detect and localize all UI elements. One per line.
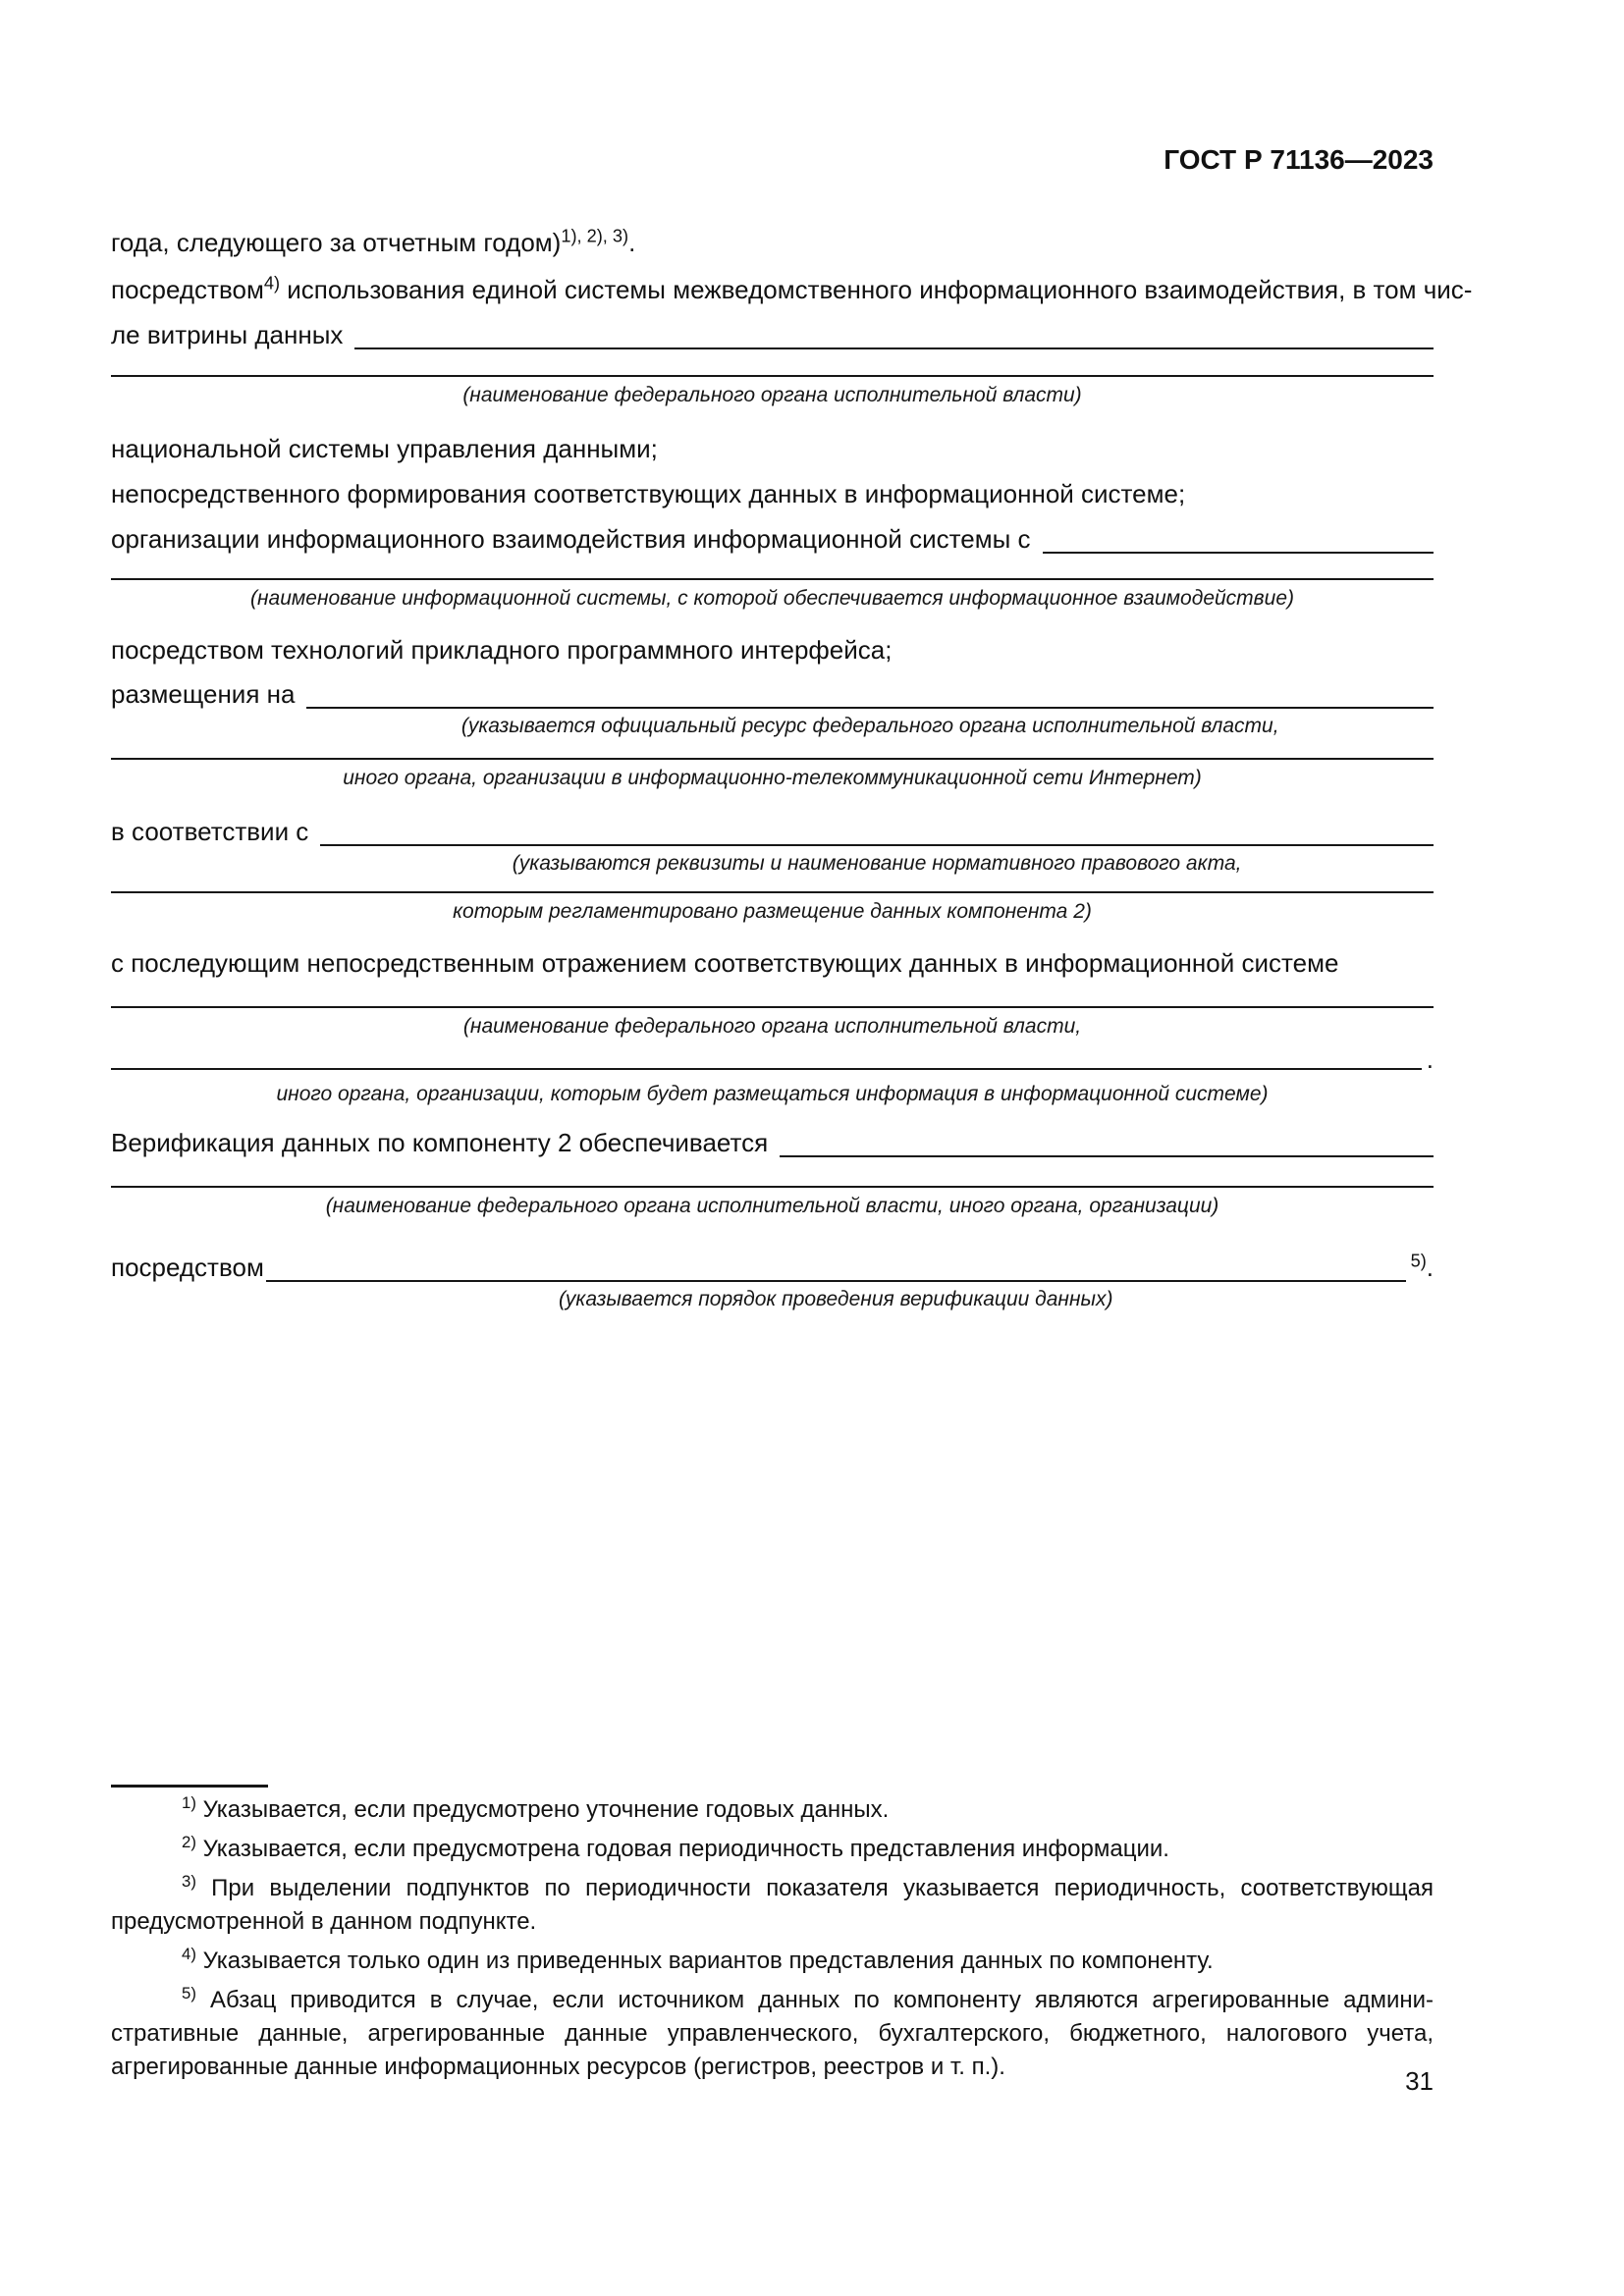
footnote-text: Указывается только один из приведенных вариантов представления данных по компоненту. <box>202 1948 1214 1974</box>
footnote-ref-4: 4) <box>263 273 280 294</box>
footnote-line <box>111 1984 1434 2017</box>
paragraph-placement-on <box>111 671 1434 739</box>
paragraph-text: использования единой системы межведомственного информационного взаимодействия, в том чис- <box>280 275 1473 304</box>
footnote-text: Указывается, если предусмотрено уточнение годовых данных. <box>202 1796 890 1823</box>
paragraph-in-accordance <box>111 809 1434 877</box>
paragraph-by-means-of <box>111 1245 1434 1312</box>
footnote-text: Абзац приводится в случае, если источником данных по компоненту являются агрегированные админи- <box>210 1987 1435 2013</box>
sentence-period: . <box>628 228 636 257</box>
form-underline-system-name <box>1043 516 1435 554</box>
sentence-period: . <box>1426 1253 1434 1282</box>
paragraph-line-1 <box>111 267 1473 312</box>
form-field-verification-body <box>111 1186 1434 1219</box>
form-underline <box>111 1006 1434 1008</box>
form-caption: (указывается порядок проведения верификации данных) <box>558 1288 1113 1310</box>
footnote-ref-5: 5) <box>1410 1251 1427 1271</box>
form-caption: (наименование федерального органа исполнительной власти, иного органа, организации) <box>325 1195 1219 1217</box>
paragraph-text: организации информационного взаимодействия информационной системы с <box>111 524 1031 554</box>
paragraph-text: года, следующего за отчетным годом) <box>111 228 562 257</box>
footnote-text: Указывается, если предусмотрена годовая периодичность представления информации. <box>202 1836 1169 1862</box>
form-field-federal-body <box>111 375 1434 408</box>
form-caption: иного органа, организации в информационно-телекоммуникационной сети Интернет) <box>343 767 1202 789</box>
paragraph-verification <box>111 1120 1434 1165</box>
form-underline <box>111 375 1434 377</box>
paragraph-text: ле витрины данных <box>111 320 344 349</box>
sentence-period: . <box>1426 1044 1434 1074</box>
form-field-legal-act-2 <box>111 891 1434 925</box>
form-caption: которым регламентировано размещение данных компонента 2) <box>453 900 1092 923</box>
form-field-verification-order <box>266 1245 1406 1312</box>
footnote-number: 1) <box>182 1793 196 1812</box>
paragraph-text: посредством <box>111 1253 264 1282</box>
footnote-3 <box>111 1872 1434 1939</box>
footnote-line: агрегированные данные информационных ресурсов (регистров, реестров и т. п.). <box>111 2054 1005 2080</box>
paragraph-text: размещения на <box>111 679 296 709</box>
form-caption: (наименование информационной системы, с которой обеспечивается информационное взаимодействие) <box>250 587 1294 610</box>
form-caption: (указывается официальный ресурс федерального органа исполнительной власти, <box>460 715 1279 737</box>
paragraph-text: Верификация данных по компоненту 2 обеспечивается <box>111 1128 769 1157</box>
footnotes-section <box>111 1785 1434 2084</box>
paragraph-via-smev <box>111 267 1473 357</box>
footnote-line: стративные данные, агрегированные данные управленческого, бухгалтерского, бюджетного, налогового учета, <box>111 2020 1434 2047</box>
footnote-number: 5) <box>182 1984 196 2002</box>
footnote-text: При выделении подпунктов по периодичности показателя указывается периодичность, соответствующая <box>211 1875 1435 1901</box>
footnote-ref-123: 1), 2), 3) <box>561 226 629 246</box>
paragraph-subsequent-reflection: с последующим непосредственным отражением соответствующих данных в информационной системе <box>111 948 1339 978</box>
form-underline <box>111 891 1434 893</box>
form-field-placing-body-1 <box>111 1006 1434 1040</box>
footnote-1 <box>111 1793 1434 1827</box>
form-underline <box>111 758 1434 760</box>
footnote-number: 2) <box>182 1833 196 1851</box>
form-caption: (указываются реквизиты и наименование нормативного правового акта, <box>512 852 1242 875</box>
footnote-ref-5-wrap <box>1406 1245 1434 1290</box>
paragraph-text: в соответствии с <box>111 817 309 846</box>
paragraph-direct-formation: непосредственного формирования соответствующих данных в информационной системе; <box>111 479 1186 508</box>
form-underline-data-mart <box>354 312 1434 349</box>
form-underline <box>111 1042 1422 1070</box>
form-underline-verification-body <box>780 1120 1434 1157</box>
footnote-number: 4) <box>182 1945 196 1963</box>
form-field-official-resource <box>306 671 1434 739</box>
footnote-2 <box>111 1833 1434 1866</box>
form-caption: (наименование федерального органа исполнительной власти) <box>462 384 1082 406</box>
form-field-placing-body-2 <box>111 1042 1434 1107</box>
form-caption: иного органа, организации, которым будет размещаться информация в информационной системе) <box>276 1083 1269 1105</box>
paragraph-line-2 <box>111 312 1434 357</box>
doc-number: ГОСТ Р 71136—2023 <box>1164 144 1434 175</box>
footnote-line <box>111 1872 1434 1905</box>
footnote-4 <box>111 1945 1434 1978</box>
footnote-number: 3) <box>182 1872 196 1891</box>
form-underline <box>111 578 1434 580</box>
form-field-official-resource-2 <box>111 758 1434 791</box>
form-underline <box>306 671 1434 709</box>
page-number: 31 <box>1405 2066 1434 2096</box>
paragraph-text: посредством <box>111 275 264 304</box>
footnotes-separator <box>111 1785 268 1788</box>
form-underline <box>320 809 1434 846</box>
footnote-line: предусмотренной в данном подпункте. <box>111 1908 537 1935</box>
paragraph-interaction-with <box>111 516 1434 561</box>
form-field-legal-act <box>320 809 1434 877</box>
form-underline <box>266 1245 1406 1282</box>
form-caption: (наименование федерального органа исполнительной власти, <box>462 1015 1082 1038</box>
form-underline <box>111 1186 1434 1188</box>
paragraph-report-year <box>111 220 1434 265</box>
paragraph-api: посредством технологий прикладного программного интерфейса; <box>111 635 893 665</box>
form-field-info-system <box>111 578 1434 612</box>
form-underline-row <box>111 1042 1434 1076</box>
paragraph-nsud: национальной системы управления данными; <box>111 434 658 463</box>
